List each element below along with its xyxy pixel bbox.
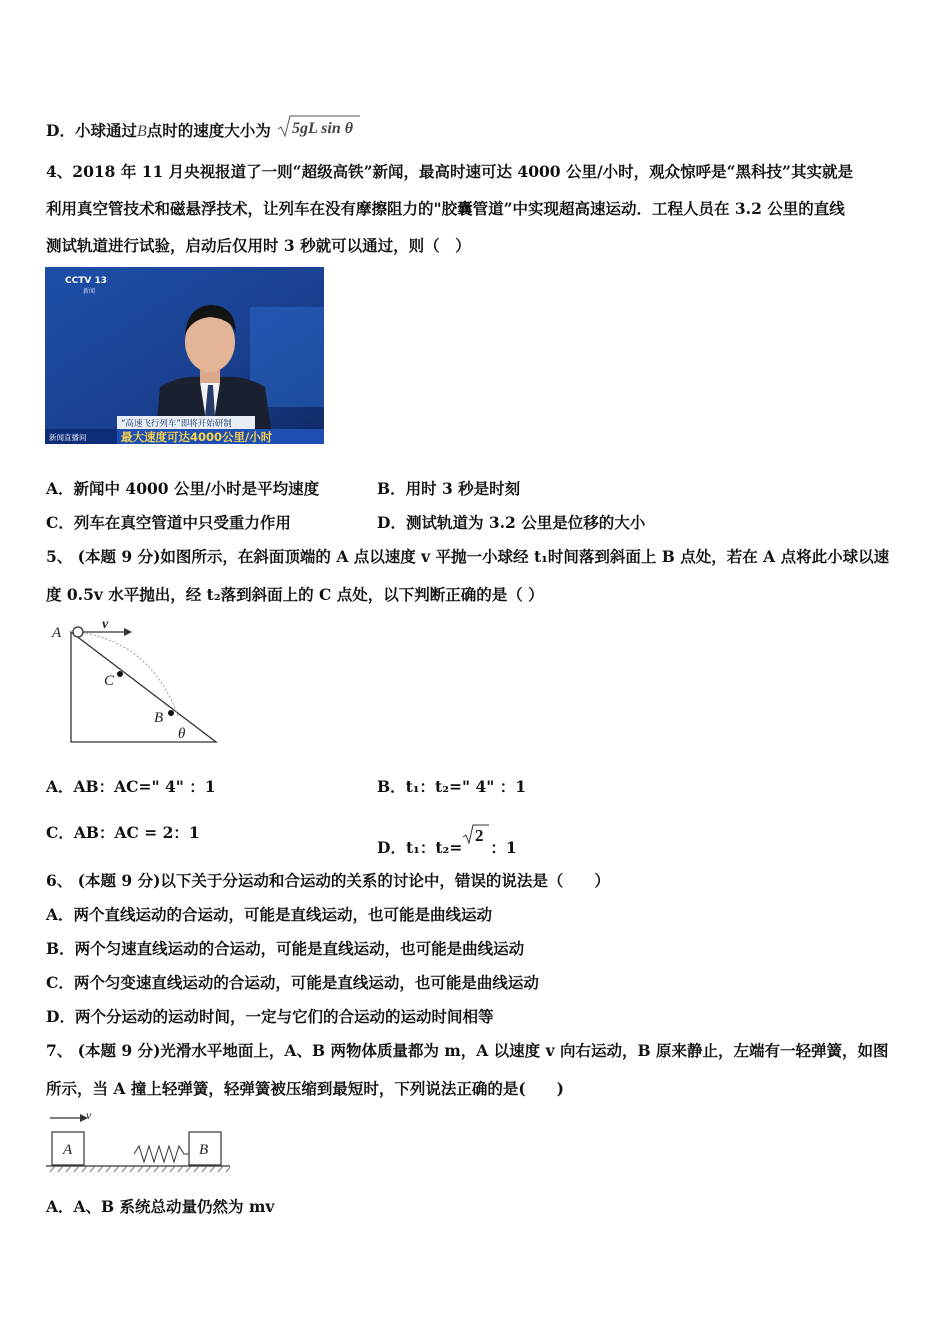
- q6-option-a: A．两个直线运动的合运动，可能是直线运动，也可能是曲线运动: [46, 905, 493, 924]
- label-v: v: [102, 618, 109, 632]
- cctv-logo: CCTV 13: [65, 276, 107, 286]
- svg-text:5gL sin θ: 5gL sin θ: [292, 120, 354, 137]
- q4-line-1: 4、2018 年 11 月央视报道了一则“超级高铁”新闻，最高时速可达 4000 公里/小时，观众惊呼是“黑科技”其实就是: [46, 162, 853, 181]
- caption-top: “高速飞行列车”即将开始研制: [121, 419, 232, 429]
- q7-line-1: 7、 (本题 9 分)光滑水平地面上，A、B 两物体质量都为 m，A 以速度 v 向右运动，B 原来静止，左端有一轻弹簧，如图: [46, 1041, 889, 1060]
- block-b-label: B: [199, 1142, 209, 1158]
- q7-option-a: A．A、B 系统总动量仍然为 mv: [46, 1197, 275, 1216]
- q6-stem: 6、 (本题 9 分)以下关于分运动和合运动的关系的讨论中，错误的说法是（ ）: [46, 871, 610, 890]
- q4-option-b: B．用时 3 秒是时刻: [377, 479, 521, 498]
- q3-d-point: B: [136, 123, 147, 140]
- sqrt-two-value: 2: [475, 826, 484, 845]
- q4-line-3: 测试轨道进行试验，启动后仅用时 3 秒就可以通过，则（ ）: [46, 236, 471, 255]
- q3-option-d: [46, 114, 362, 145]
- label-b: B: [154, 710, 164, 726]
- label-c: C: [104, 673, 115, 689]
- q3-d-suffix: 点时的速度大小为: [146, 121, 271, 140]
- caption-tag: 新闻直播间: [49, 433, 87, 442]
- q5-d-post: ：1: [490, 838, 517, 857]
- q7-line-2: 所示，当 A 撞上轻弹簧，轻弹簧被压缩到最短时，下列说法正确的是( ): [46, 1079, 564, 1098]
- q5-option-c: C．AB：AC = 2：1: [46, 823, 200, 842]
- q5-option-b: B．t₁：t₂=" 4" ：1: [377, 777, 526, 796]
- sqrt-two: [462, 823, 490, 852]
- q5-line-1: 5、 (本题 9 分)如图所示，在斜面顶端的 A 点以速度 v 平抛一小球经 t₁时间落到斜面上 B 点处，若在 A 点将此小球以速: [46, 547, 890, 566]
- q6-option-d: D．两个分运动的运动时间，一定与它们的合运动的运动时间相等: [46, 1007, 494, 1026]
- caption-main: 最大速度可达4000公里/小时: [121, 430, 273, 444]
- q4-option-d: D．测试轨道为 3.2 公里是位移的大小: [377, 513, 646, 532]
- q6-option-b: B．两个匀速直线运动的合运动，可能是直线运动，也可能是曲线运动: [46, 939, 525, 958]
- q5-option-a: A．AB：AC=" 4" ：1: [46, 777, 216, 796]
- news-photo: [45, 267, 324, 444]
- q4-line-2: 利用真空管技术和磁悬浮技术，让列车在没有摩擦阻力的"胶囊管道”中实现超高速运动．工程人员在 3.2 公里的直线: [46, 199, 845, 218]
- q5-d-pre: D．t₁：t₂=: [377, 838, 463, 857]
- block-a-label: A: [63, 1142, 73, 1158]
- label-theta: θ: [178, 726, 186, 742]
- q5-line-2: 度 0.5v 水平抛出，经 t₂落到斜面上的 C 点处，以下判断正确的是（ ）: [46, 585, 544, 604]
- incline-figure: [46, 618, 221, 750]
- label-a: A: [52, 625, 62, 641]
- cctv-logo-sub: 新闻: [83, 288, 96, 295]
- q6-option-c: C．两个匀变速直线运动的合运动，可能是直线运动，也可能是曲线运动: [46, 973, 539, 992]
- q4-option-a: A．新闻中 4000 公里/小时是平均速度: [46, 479, 320, 498]
- sqrt-expression: [276, 114, 362, 145]
- q4-option-c: C．列车在真空管道中只受重力作用: [46, 513, 291, 532]
- spring-figure: [46, 1108, 232, 1178]
- velocity-label: v: [86, 1108, 92, 1122]
- q3-d-prefix: D．小球通过: [46, 121, 137, 140]
- q5-option-d: [377, 823, 517, 858]
